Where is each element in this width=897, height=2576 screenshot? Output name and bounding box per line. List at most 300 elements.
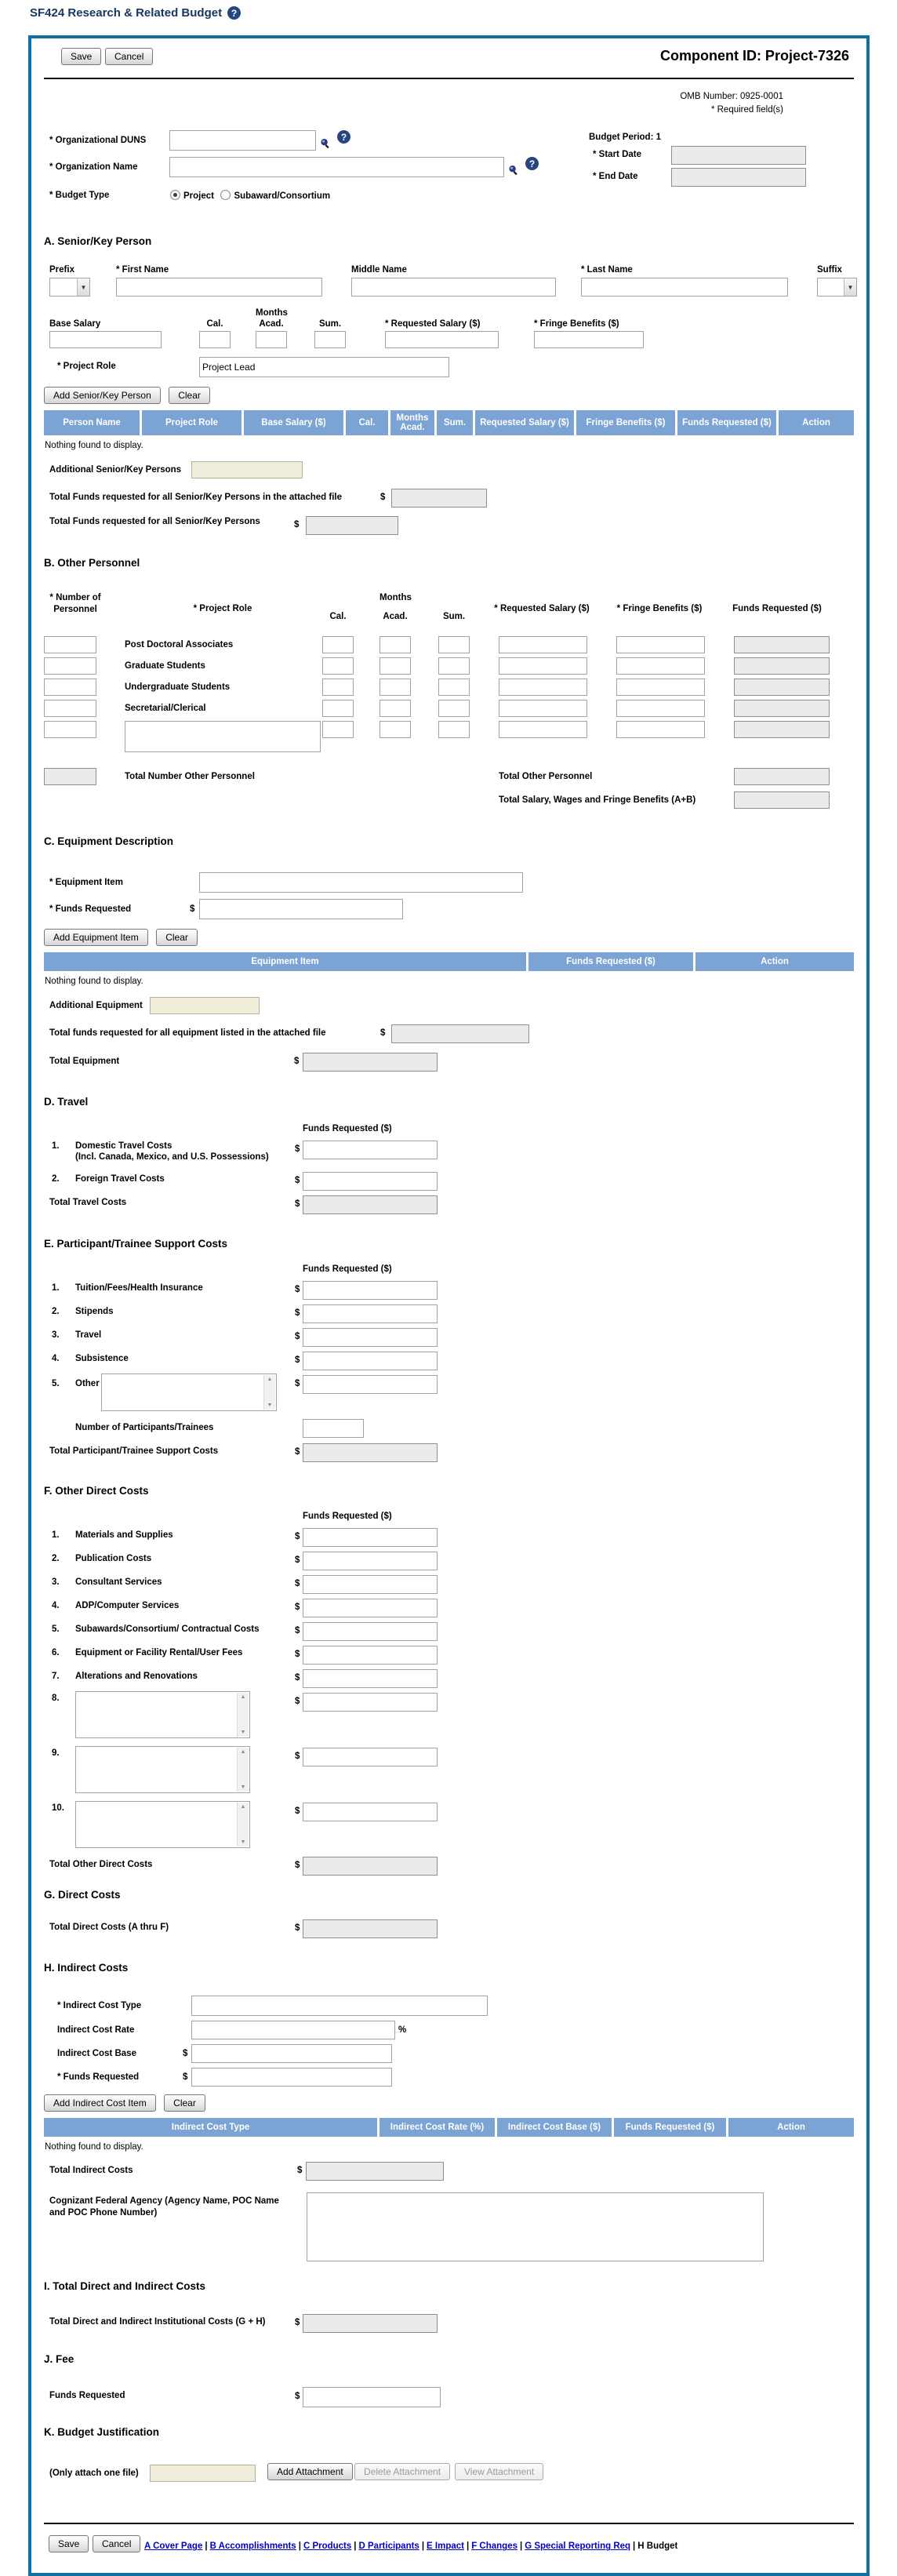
currency-symbol: $ xyxy=(294,1057,300,1067)
other-personnel-header xyxy=(44,588,854,636)
footer-bar xyxy=(44,2535,854,2562)
item-number: 1. xyxy=(52,1141,60,1152)
currency-symbol: $ xyxy=(295,1806,300,1817)
attachment-filename-input[interactable] xyxy=(150,2465,256,2482)
cal-label: Cal. xyxy=(206,319,223,329)
scroll-down-icon[interactable]: ▼ xyxy=(240,1730,246,1736)
scroll-up-icon[interactable]: ▲ xyxy=(240,1749,246,1756)
start-date-input xyxy=(671,146,806,165)
column-header: Equipment Item xyxy=(44,952,526,971)
cancel-button[interactable]: Cancel xyxy=(93,2535,140,2552)
odc-custom-textarea[interactable] xyxy=(75,1746,250,1793)
fringe-input[interactable] xyxy=(616,721,705,738)
chevron-down-icon: ▼ xyxy=(844,278,856,296)
nav-link-participants[interactable]: D Participants xyxy=(358,2541,419,2552)
sum-input[interactable] xyxy=(438,636,470,653)
indirect-rate-input[interactable] xyxy=(191,2021,395,2039)
cal-input[interactable] xyxy=(322,657,354,675)
equipment-funds-input[interactable] xyxy=(199,899,403,919)
subsistence-input[interactable] xyxy=(303,1352,438,1370)
project-role-row xyxy=(44,355,854,380)
odc-custom-row-9 xyxy=(44,1746,854,1801)
funds-requested-input xyxy=(734,679,830,696)
nav-separator: | xyxy=(421,2541,425,2552)
num-personnel-input[interactable] xyxy=(44,679,96,696)
stipends-row xyxy=(44,1303,854,1326)
senior-person-name-row xyxy=(44,264,854,304)
funds-requested-header: Funds Requested ($) xyxy=(303,1264,392,1275)
nav-link-accomplishments[interactable]: B Accomplishments xyxy=(209,2541,296,2552)
project-role-input[interactable] xyxy=(199,357,449,377)
personnel-totals-row-1 xyxy=(44,768,854,790)
column-header: Person Name xyxy=(44,410,140,435)
total-travel-row xyxy=(44,1194,854,1217)
tuition-label: Tuition/Fees/Health Insurance xyxy=(75,1283,203,1293)
participants-count-row xyxy=(44,1417,854,1441)
indirect-funds-label: * Funds Requested xyxy=(57,2072,140,2083)
fringe-benefits-input[interactable] xyxy=(534,331,644,348)
num-personnel-input[interactable] xyxy=(44,700,96,717)
materials-input[interactable] xyxy=(303,1528,438,1547)
trainee-travel-label: Travel xyxy=(75,1330,102,1341)
odc-custom-row-10 xyxy=(44,1801,854,1856)
odc-custom-row-8 xyxy=(44,1691,854,1746)
other-personnel-row xyxy=(44,657,854,679)
section-i-heading: I. Total Direct and Indirect Costs xyxy=(44,2280,206,2293)
item-number: 9. xyxy=(52,1748,60,1759)
column-header: Cal. xyxy=(346,410,388,435)
participants-count-input[interactable] xyxy=(303,1419,364,1438)
duns-input[interactable] xyxy=(169,130,316,151)
additional-senior-key-label: Additional Senior/Key Persons xyxy=(49,465,182,475)
footer-nav xyxy=(144,2538,677,2552)
clear-button[interactable]: Clear xyxy=(169,387,210,404)
total-direct-costs-label: Total Direct Costs (A thru F) xyxy=(49,1923,169,1933)
fee-funds-row xyxy=(44,2385,854,2410)
duns-label: * Organizational DUNS xyxy=(49,136,147,146)
section-b-heading: B. Other Personnel xyxy=(44,557,140,569)
num-personnel-input[interactable] xyxy=(44,657,96,675)
funds-requested-col-label: Funds Requested ($) xyxy=(732,604,822,614)
total-travel-label: Total Travel Costs xyxy=(49,1198,127,1208)
prefix-select[interactable] xyxy=(49,278,90,297)
save-button[interactable]: Save xyxy=(49,2535,89,2552)
item-number: 4. xyxy=(52,1354,60,1364)
fee-funds-label: Funds Requested xyxy=(49,2391,125,2401)
nav-link-cover-page[interactable]: A Cover Page xyxy=(144,2541,203,2552)
fringe-input[interactable] xyxy=(616,636,705,653)
additional-senior-key-row xyxy=(44,461,854,482)
budget-period-label: Budget Period: 1 xyxy=(589,133,662,143)
scroll-up-icon[interactable]: ▲ xyxy=(240,1694,246,1701)
scroll-down-icon[interactable]: ▼ xyxy=(267,1403,273,1409)
org-name-label: * Organization Name xyxy=(49,162,138,173)
requested-salary-label: * Requested Salary ($) xyxy=(385,319,481,329)
adp-input[interactable] xyxy=(303,1599,438,1617)
requested-salary-input[interactable] xyxy=(499,636,587,653)
org-name-help-icon[interactable]: ? xyxy=(525,157,539,170)
currency-symbol: $ xyxy=(294,520,300,530)
subawards-input[interactable] xyxy=(303,1622,438,1641)
additional-equipment-row xyxy=(44,997,854,1017)
item-number: 7. xyxy=(52,1672,60,1682)
project-role-label: * Project Role xyxy=(57,362,116,372)
additional-equipment-label: Additional Equipment xyxy=(49,1001,143,1011)
clear-button[interactable]: Clear xyxy=(156,929,198,946)
other-support-textarea[interactable] xyxy=(101,1374,277,1411)
odc-custom-textarea[interactable] xyxy=(75,1801,250,1848)
total-direct-costs-input xyxy=(303,1919,438,1938)
adp-label: ADP/Computer Services xyxy=(75,1601,180,1611)
rental-input[interactable] xyxy=(303,1646,438,1665)
equipment-attached-total-input xyxy=(391,1024,529,1043)
total-other-personnel-label: Total Other Personnel xyxy=(499,772,593,782)
cal-input[interactable] xyxy=(322,679,354,696)
fringe-input[interactable] xyxy=(616,679,705,696)
sum-label: Sum. xyxy=(442,612,466,622)
acad-input[interactable] xyxy=(380,721,411,738)
nav-separator: | xyxy=(354,2541,357,2552)
total-other-personnel-input xyxy=(734,768,830,785)
column-header: Indirect Cost Rate (%) xyxy=(380,2118,495,2137)
total-participant-input xyxy=(303,1443,438,1462)
additional-equipment-input[interactable] xyxy=(150,997,260,1014)
total-equipment-input xyxy=(303,1053,438,1072)
consultant-label: Consultant Services xyxy=(75,1577,162,1588)
consultant-row xyxy=(44,1574,854,1597)
trainee-travel-input[interactable] xyxy=(303,1328,438,1347)
empty-table-message: Nothing found to display. xyxy=(45,977,143,987)
rental-row xyxy=(44,1644,854,1668)
total-indirect-input xyxy=(306,2162,444,2181)
odc-custom-textarea[interactable] xyxy=(75,1691,250,1738)
section-j-heading: J. Fee xyxy=(44,2353,74,2366)
alterations-input[interactable] xyxy=(303,1669,438,1688)
textarea-scrollbar[interactable] xyxy=(237,1693,249,1737)
funds-requested-input xyxy=(734,721,830,738)
senior-key-total-label: Total Funds requested for all Senior/Key Persons xyxy=(49,517,260,527)
equipment-attached-total-row xyxy=(44,1024,854,1046)
sum-input[interactable] xyxy=(438,657,470,675)
currency-symbol: $ xyxy=(295,2318,300,2328)
indirect-type-label: * Indirect Cost Type xyxy=(57,2001,142,2011)
duns-help-icon[interactable]: ? xyxy=(337,130,350,144)
total-direct-indirect-label: Total Direct and Indirect Institutional Costs (G + H) xyxy=(49,2317,266,2327)
column-header: Months Acad. xyxy=(390,410,434,435)
total-direct-indirect-input xyxy=(303,2314,438,2333)
column-header: Action xyxy=(779,410,854,435)
nav-link-changes[interactable]: F Changes xyxy=(471,2541,518,2552)
cognizant-agency-textarea[interactable] xyxy=(307,2192,764,2261)
item-number: 8. xyxy=(52,1694,60,1704)
requested-salary-input[interactable] xyxy=(385,331,499,348)
tuition-row xyxy=(44,1279,854,1303)
org-name-input[interactable] xyxy=(169,157,504,177)
subawards-label: Subawards/Consortium/ Contractual Costs xyxy=(75,1625,260,1635)
add-equipment-item-button[interactable]: Add Equipment Item xyxy=(44,929,148,946)
clear-button[interactable]: Clear xyxy=(164,2094,205,2112)
personnel-role-label: Undergraduate Students xyxy=(125,682,231,693)
currency-symbol: $ xyxy=(295,1626,300,1636)
currency-symbol: $ xyxy=(295,1144,300,1155)
participant-funds-header-row xyxy=(44,1264,854,1276)
search-icon[interactable] xyxy=(320,138,331,153)
consultant-input[interactable] xyxy=(303,1575,438,1594)
scroll-up-icon[interactable]: ▲ xyxy=(267,1377,273,1383)
fringe-input[interactable] xyxy=(616,657,705,675)
currency-symbol: $ xyxy=(295,1603,300,1613)
foreign-travel-label: Foreign Travel Costs xyxy=(75,1174,165,1184)
cal-input[interactable] xyxy=(322,636,354,653)
currency-symbol: $ xyxy=(295,1355,300,1366)
total-participant-row xyxy=(44,1441,854,1464)
funds-requested-input xyxy=(734,657,830,675)
sum-months-input[interactable] xyxy=(314,331,346,348)
equipment-item-input[interactable] xyxy=(199,872,523,893)
last-name-label: * Last Name xyxy=(581,265,633,275)
end-date-label: * End Date xyxy=(593,172,638,182)
add-indirect-cost-item-button[interactable]: Add Indirect Cost Item xyxy=(44,2094,156,2112)
sum-input[interactable] xyxy=(438,700,470,717)
nav-separator: | xyxy=(466,2541,470,2552)
budget-justification-row xyxy=(44,2461,854,2488)
percent-symbol: % xyxy=(398,2025,407,2036)
nav-link-special-reporting[interactable]: G Special Reporting Req xyxy=(525,2541,631,2552)
nav-link-impact[interactable]: E Impact xyxy=(427,2541,464,2552)
domestic-travel-sublabel: (Incl. Canada, Mexico, and U.S. Possessions) xyxy=(75,1152,269,1162)
senior-person-salary-row xyxy=(44,307,854,352)
budget-form-panel xyxy=(28,35,870,2576)
suffix-label: Suffix xyxy=(817,265,842,275)
omb-block xyxy=(44,90,783,116)
view-attachment-button[interactable]: View Attachment xyxy=(455,2463,543,2480)
tuition-input[interactable] xyxy=(303,1281,438,1300)
fringe-input[interactable] xyxy=(616,700,705,717)
textarea-scrollbar[interactable] xyxy=(237,1748,249,1792)
currency-symbol: $ xyxy=(295,1861,300,1871)
delete-attachment-button[interactable]: Delete Attachment xyxy=(354,2463,450,2480)
requested-salary-col-label: * Requested Salary ($) xyxy=(494,604,590,614)
fee-funds-input[interactable] xyxy=(303,2387,441,2407)
column-header: Sum. xyxy=(437,410,473,435)
indirect-base-input[interactable] xyxy=(191,2044,392,2063)
months-label: Months xyxy=(256,308,288,318)
scroll-down-icon[interactable]: ▼ xyxy=(240,1785,246,1791)
additional-senior-key-input[interactable] xyxy=(191,461,303,478)
first-name-input[interactable] xyxy=(116,278,322,297)
section-e-heading: E. Participant/Trainee Support Costs xyxy=(44,1238,228,1250)
acad-months-input[interactable] xyxy=(256,331,287,348)
stipends-input[interactable] xyxy=(303,1304,438,1323)
odc-custom-input[interactable] xyxy=(303,1748,438,1766)
base-salary-input[interactable] xyxy=(49,331,162,348)
empty-table-message: Nothing found to display. xyxy=(45,2142,143,2152)
personnel-totals-row-2 xyxy=(44,791,854,812)
cancel-button[interactable]: Cancel xyxy=(105,48,153,65)
item-number: 1. xyxy=(52,1530,60,1541)
currency-symbol: $ xyxy=(295,1176,300,1186)
column-header: Funds Requested ($) xyxy=(677,410,776,435)
item-number: 5. xyxy=(52,1379,60,1389)
odc-custom-input[interactable] xyxy=(303,1693,438,1712)
section-c-buttons xyxy=(44,929,854,946)
senior-key-total-row xyxy=(44,515,854,543)
fringe-benefits-label: * Fringe Benefits ($) xyxy=(534,319,619,329)
item-number: 2. xyxy=(52,1554,60,1564)
nav-separator: | xyxy=(520,2541,523,2552)
cal-input[interactable] xyxy=(322,721,354,738)
omb-number: OMB Number: 0925-0001 xyxy=(680,92,783,101)
section-a-buttons xyxy=(44,387,854,404)
section-f-heading: F. Other Direct Costs xyxy=(44,1485,149,1497)
foreign-travel-row xyxy=(44,1170,854,1194)
equipment-funds-label: * Funds Requested xyxy=(49,904,132,915)
sum-label: Sum. xyxy=(318,319,342,329)
suffix-select[interactable] xyxy=(817,278,857,297)
column-header: Base Salary ($) xyxy=(244,410,343,435)
senior-person-table-header xyxy=(44,410,854,435)
help-icon[interactable]: ? xyxy=(227,6,241,20)
domestic-travel-row xyxy=(44,1139,854,1170)
other-personnel-row xyxy=(44,721,854,759)
column-header: Action xyxy=(695,952,854,971)
save-button[interactable]: Save xyxy=(61,48,101,65)
indirect-funds-input[interactable] xyxy=(191,2068,392,2087)
requested-salary-input[interactable] xyxy=(499,657,587,675)
equipment-attached-total-label: Total funds requested for all equipment listed in the attached file xyxy=(49,1028,326,1039)
item-number: 1. xyxy=(52,1283,60,1293)
odc-custom-input[interactable] xyxy=(303,1803,438,1821)
section-c-heading: C. Equipment Description xyxy=(44,835,174,848)
section-h-buttons xyxy=(44,2094,854,2112)
column-header: Fringe Benefits ($) xyxy=(576,410,675,435)
personnel-role-label: Post Doctoral Associates xyxy=(125,640,234,650)
other-support-input[interactable] xyxy=(303,1375,438,1394)
footer-divider xyxy=(44,2523,854,2524)
currency-symbol: $ xyxy=(380,493,386,503)
foreign-travel-input[interactable] xyxy=(303,1172,438,1191)
nav-separator: | xyxy=(298,2541,301,2552)
participants-count-label: Number of Participants/Trainees xyxy=(75,1423,214,1433)
total-odc-input xyxy=(303,1857,438,1876)
item-number: 3. xyxy=(52,1577,60,1588)
add-attachment-button[interactable]: Add Attachment xyxy=(267,2463,353,2480)
total-salary-wages-input xyxy=(734,791,830,809)
senior-key-attached-total-input xyxy=(391,489,487,508)
other-personnel-row xyxy=(44,636,854,657)
adp-row xyxy=(44,1597,854,1621)
publication-input[interactable] xyxy=(303,1552,438,1570)
num-personnel-input[interactable] xyxy=(44,636,96,653)
chevron-down-icon: ▼ xyxy=(77,278,89,296)
budget-type-project-label: Project xyxy=(183,191,214,202)
acad-input[interactable] xyxy=(380,657,411,675)
domestic-travel-input[interactable] xyxy=(303,1141,438,1159)
currency-symbol: $ xyxy=(183,2072,188,2083)
requested-salary-input[interactable] xyxy=(499,721,587,738)
nav-current-budget: H Budget xyxy=(637,2541,678,2552)
funds-requested-header: Funds Requested ($) xyxy=(303,1512,392,1522)
number-of-personnel-label: * Number of Personnel xyxy=(49,593,101,615)
currency-symbol: $ xyxy=(295,1579,300,1589)
first-name-label: * First Name xyxy=(116,265,169,275)
sum-input[interactable] xyxy=(438,721,470,738)
scroll-up-icon[interactable]: ▲ xyxy=(240,1804,246,1810)
scroll-down-icon[interactable]: ▼ xyxy=(240,1839,246,1846)
sum-input[interactable] xyxy=(438,679,470,696)
item-number: 2. xyxy=(52,1174,60,1184)
total-odc-label: Total Other Direct Costs xyxy=(49,1860,153,1870)
indirect-table-header xyxy=(44,2118,854,2137)
middle-name-input[interactable] xyxy=(351,278,556,297)
currency-symbol: $ xyxy=(183,2049,188,2059)
total-number-personnel-input xyxy=(44,768,96,785)
base-salary-label: Base Salary xyxy=(49,319,101,329)
custom-role-textarea[interactable] xyxy=(125,721,321,752)
rental-label: Equipment or Facility Rental/User Fees xyxy=(75,1648,243,1658)
indirect-type-input[interactable] xyxy=(191,1996,488,2016)
textarea-scrollbar[interactable] xyxy=(263,1375,275,1410)
equipment-item-row xyxy=(44,872,854,896)
indirect-base-label: Indirect Cost Base xyxy=(57,2049,136,2059)
trainee-travel-row xyxy=(44,1326,854,1350)
budget-type-label: * Budget Type xyxy=(49,191,110,201)
total-travel-input xyxy=(303,1195,438,1214)
currency-symbol: $ xyxy=(295,1379,300,1389)
total-direct-indirect-row xyxy=(44,2312,854,2336)
odc-funds-header-row xyxy=(44,1511,854,1523)
required-note: * Required field(s) xyxy=(710,104,783,115)
total-number-personnel-label: Total Number Other Personnel xyxy=(125,772,255,782)
cal-input[interactable] xyxy=(322,700,354,717)
page-header xyxy=(30,6,897,20)
indirect-base-row xyxy=(44,2044,854,2068)
add-senior-key-person-button[interactable]: Add Senior/Key Person xyxy=(44,387,161,404)
other-personnel-row xyxy=(44,679,854,700)
acad-input[interactable] xyxy=(380,700,411,717)
total-direct-costs-row xyxy=(44,1918,854,1941)
requested-salary-input[interactable] xyxy=(499,679,587,696)
attached-total-label: Total Funds requested for all Senior/Key Persons in the attached file xyxy=(49,493,342,503)
nav-separator: | xyxy=(633,2541,636,2552)
section-k-heading: K. Budget Justification xyxy=(44,2426,160,2439)
search-icon[interactable] xyxy=(508,165,519,180)
nav-link-products[interactable]: C Products xyxy=(303,2541,352,2552)
budget-type-subaward-radio[interactable] xyxy=(220,190,231,200)
currency-symbol: $ xyxy=(295,1673,300,1683)
senior-key-total-input xyxy=(306,516,398,535)
acad-input[interactable] xyxy=(380,679,411,696)
budget-type-project-radio[interactable] xyxy=(170,190,180,200)
item-number: 10. xyxy=(52,1803,64,1814)
acad-input[interactable] xyxy=(380,636,411,653)
senior-key-attached-total-row xyxy=(44,488,854,510)
stipends-label: Stipends xyxy=(75,1307,114,1317)
currency-symbol: $ xyxy=(295,1447,300,1457)
last-name-input[interactable] xyxy=(581,278,788,297)
currency-symbol: $ xyxy=(380,1028,386,1039)
currency-symbol: $ xyxy=(297,2166,303,2176)
organization-block xyxy=(44,126,854,218)
textarea-scrollbar[interactable] xyxy=(237,1803,249,1846)
cognizant-agency-label: Cognizant Federal Agency (Agency Name, POC Name and POC Phone Number) xyxy=(49,2196,279,2218)
materials-label: Materials and Supplies xyxy=(75,1530,173,1541)
cal-months-input[interactable] xyxy=(199,331,231,348)
num-personnel-input[interactable] xyxy=(44,721,96,738)
requested-salary-input[interactable] xyxy=(499,700,587,717)
header-divider xyxy=(44,78,854,79)
section-g-heading: G. Direct Costs xyxy=(44,1889,121,1901)
